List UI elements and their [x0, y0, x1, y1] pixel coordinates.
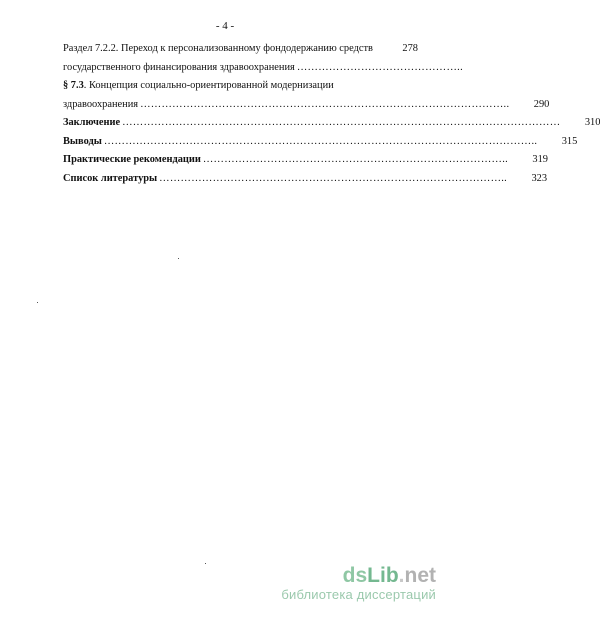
- toc-entry-title-continued: здравоохранения: [63, 98, 139, 110]
- toc-entry-references: [63, 170, 548, 189]
- dot-leader: ……………………………………………………………………………………………………………: [122, 117, 561, 128]
- dot-leader: ……………………………………………………………………………………..: [159, 172, 508, 184]
- toc-entry-7-3-continued: [63, 96, 550, 115]
- toc-entry-page: 323: [531, 172, 548, 184]
- toc-entry-page: 319: [532, 154, 548, 165]
- dot-leader: …………………………………………………………………………..: [202, 154, 508, 165]
- dslib-watermark: [281, 565, 436, 603]
- toc-entry-7-3: [63, 77, 418, 96]
- toc-entry-conclusion: [63, 114, 600, 133]
- dslib-tagline: библиотека диссертаций: [281, 587, 436, 602]
- toc-entry-number: § 7.3: [63, 80, 84, 91]
- toc-entry-title: Выводы: [63, 135, 102, 147]
- dot-leader: ………………………………………..: [296, 61, 463, 73]
- dslib-logo: dsLib.net: [342, 564, 436, 587]
- toc-entry-title-continued: государственного финансирования здравоохранения: [63, 61, 295, 73]
- toc-entry-page: 278: [402, 43, 418, 54]
- toc-entry-title: Список литературы: [63, 172, 158, 184]
- toc-entry-page: 315: [561, 135, 578, 147]
- toc-entry-title: Заключение: [63, 117, 121, 128]
- scan-speck: [37, 302, 38, 303]
- toc-entry-page: 290: [533, 98, 550, 110]
- toc-entry-7-2-2-continued: [63, 59, 463, 78]
- toc-entry-title: Практические рекомендации: [63, 154, 201, 165]
- page-number: - 4 -: [215, 20, 235, 32]
- scan-speck: [178, 258, 179, 259]
- toc-entry-findings: [63, 133, 578, 152]
- dot-leader: …………………………………………………………………………………………..: [140, 98, 510, 110]
- toc-entry-title: Раздел 7.2.2. Переход к персонализованному фондодержанию средств: [63, 43, 373, 54]
- toc-entry-page: 310: [584, 117, 600, 128]
- table-of-contents: [63, 40, 600, 188]
- toc-entry-title: . Концепция социально-ориентированной модернизации: [83, 80, 334, 91]
- scan-speck: [205, 563, 206, 564]
- toc-entry-7-2-2: [63, 40, 418, 59]
- dot-leader: …………………………………………………………………………………………………………..: [103, 135, 538, 147]
- toc-entry-recommendations: [63, 151, 548, 170]
